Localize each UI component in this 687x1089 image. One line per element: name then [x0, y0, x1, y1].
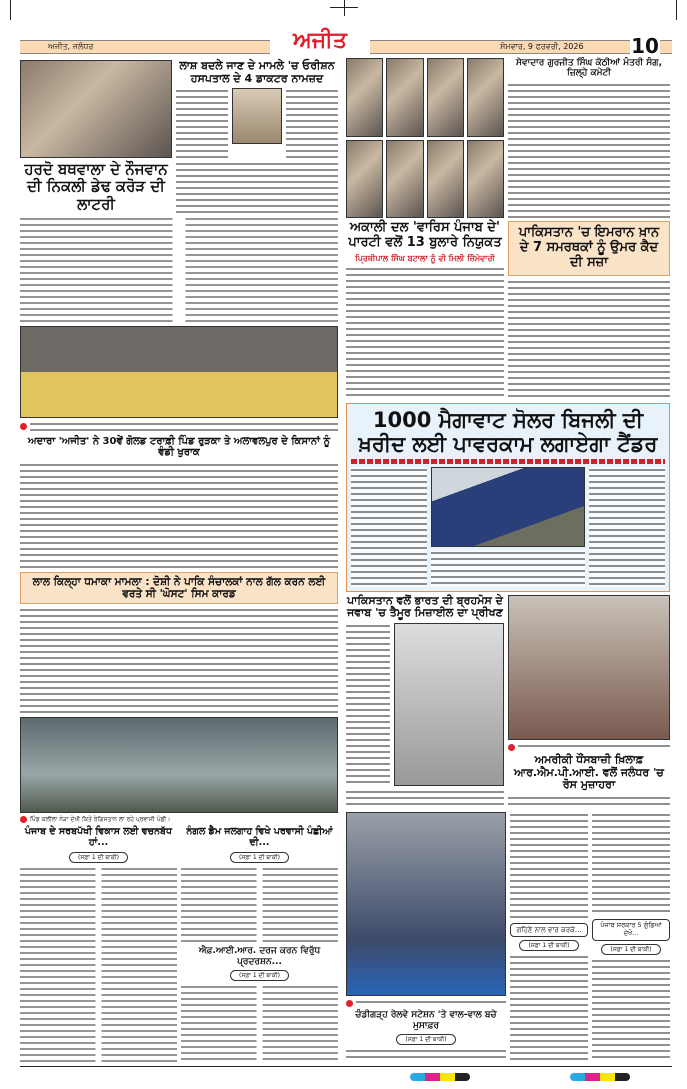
body-text [346, 266, 504, 399]
issue-date: ਸੋਮਵਾਰ, 9 ਫਰਵਰੀ, 2026 [500, 42, 584, 51]
body-text [592, 812, 670, 916]
body-text [181, 984, 338, 1062]
edition-label: ਅਜੀਤ, ਜਲੰਧਰ [48, 42, 94, 51]
body-text [20, 216, 338, 323]
body-text [508, 795, 670, 809]
right-column [346, 58, 670, 1062]
portrait-photo [467, 58, 504, 137]
headline-ajit-trophy: ਅਦਾਰਾ 'ਅਜੀਤ' ਨੇ 30ਵੇਂ ਗੋਲਡ ਟਰਾਫ਼ੀ ਪਿੰਡ ਰੁੜਕਾ ਤੇ ਅਲਾਵਲਪੁਰ ਦੇ ਕਿਸਾਨਾਂ ਨੂੰ ਵੰਡੀ ਖੁਰਾਕ [28, 435, 330, 459]
headline-hospital: ਲਾਸ਼ ਬਦਲੇ ਜਾਣ ਦੇ ਮਾਮਲੇ 'ਚ ਓਰੀਸ਼ਨ ਹਸਪਤਾਲ ਦੇ 4 ਡਾਕਟਰ ਨਾਮਜ਼ਦ [179, 59, 335, 85]
jump-label: (ਸਫ਼ਾ 1 ਦੀ ਬਾਕੀ) [69, 852, 128, 863]
photo-protest [508, 595, 670, 740]
jump-label: (ਸਫ਼ਾ 1 ਦੀ ਬਾਕੀ) [396, 1034, 455, 1045]
portrait-photo [346, 140, 383, 219]
body-text [176, 88, 228, 158]
crop-mark [676, 0, 677, 20]
body-text [20, 462, 338, 569]
body-text [508, 82, 670, 218]
portrait-photo [427, 58, 464, 137]
portrait-photo [386, 140, 423, 219]
headline-red-fort: ਲਾਲ ਕਿਲ੍ਹਾ ਧਮਾਕਾ ਮਾਮਲਾ : ਦੋਸ਼ੀ ਨੇ ਪਾਕਿ ਸੰਚਾਲਕਾਂ ਨਾਲ ਗੱਲ ਕਰਨ ਲਈ ਵਰਤੇ ਸੀ 'ਘੋਸਟ' ਸਿਮ ਕਾਰਡ [20, 572, 338, 604]
photo-caption [518, 743, 670, 751]
registration-mark [344, 0, 345, 16]
crop-mark [10, 0, 11, 20]
photo-railway [346, 812, 506, 996]
photo-farmers [20, 326, 338, 418]
headline-nangal: ਨੰਗਲ ਡੈਮ ਜਲਗਾਹ ਵਿਖੇ ਪਰਵਾਸੀ ਪੰਛੀਆਂ ਦੀ... [186, 825, 333, 848]
body-text [20, 607, 338, 714]
photo-caption [356, 999, 506, 1007]
jump-label: (ਸਫ਼ਾ 1 ਦੀ ਬਾਕੀ) [230, 852, 289, 863]
color-registration-strip [410, 1073, 470, 1081]
left-column [20, 60, 338, 1062]
headline-missile: ਪਾਕਿਸਤਾਨ ਵਲੋਂ ਭਾਰਤ ਦੀ ਬ੍ਰਹਮੋਸ ਦੇ ਜਵਾਬ 'ਚ ਤੈਮੂਰ ਮਿਜ਼ਾਈਲ ਦਾ ਪ੍ਰੀਖਣ [347, 593, 503, 620]
headline-solar: 1000 ਮੈਗਾਵਾਟ ਸੋਲਰ ਬਿਜਲੀ ਦੀ ਖ਼ਰੀਦ ਲਈ ਪਾਵਰਕਾਮ ਲਗਾਏਗਾ ਟੈਂਡਰ [358, 407, 658, 456]
photo-caption-birds: ਪਿੰਡ ਕਲੀਲਾ ਨੇੜਾ ਦੇਖੀ ਕਿਤੇ ਰੇਗਿਸਤਾਨ ਲਾ ਰਹੇ ਪ੍ਰਵਾਸੀ ਪੰਛੀ। [30, 815, 171, 823]
portrait-photo [346, 58, 383, 137]
body-text [346, 1048, 506, 1062]
solar-story-box [346, 403, 670, 592]
caption-bullet [20, 816, 27, 823]
photo-birds [20, 717, 338, 813]
headline-lottery: ਹਰਦੋ ਬਥਵਾਲਾ ਦੇ ਨੌਜਵਾਨ ਦੀ ਨਿਕਲੀ ਡੇਢ ਕਰੋੜ ਦੀ ਲਾਟਰੀ [24, 160, 168, 213]
photo-caption [30, 421, 338, 433]
color-registration-strip [570, 1073, 630, 1081]
portrait-photo [427, 140, 464, 219]
portrait-photo [386, 58, 423, 137]
body-text [346, 789, 504, 809]
headline-chandigarh: ਚੰਡੀਗੜ੍ਹ ਰੇਲਵੇ ਸਟੇਸ਼ਨ 'ਤੇ ਵਾਲ-ਵਾਲ ਬਚੇ ਮੁਸਾਫ਼ਰ [355, 1010, 497, 1031]
photo-portrait [232, 88, 282, 144]
headline-fir: ਐਫ਼.ਆਈ.ਆਰ. ਦਰਜ ਕਰਨ ਵਿਰੁੱਧ ਪ੍ਰਦਰਸ਼ਨ... [198, 946, 321, 967]
box-headline-2: ਪੰਜਾਬ ਸਰਕਾਰ 5 ਗੁੰਡਿਆਂ ਦੇਖੋ... [592, 919, 670, 941]
jump-label: (ਸਫ਼ਾ 1 ਦੀ ਬਾਕੀ) [230, 970, 289, 981]
body-text [431, 550, 585, 587]
headline-akali: ਅਕਾਲੀ ਦਲ 'ਵਾਰਿਸ ਪੰਜਾਬ ਦੇ' ਪਾਰਟੀ ਵਲੋਂ 13 ਬੁਲਾਰੇ ਨਿਯੁਕਤ [348, 220, 502, 250]
photo-missile [394, 623, 504, 786]
photo-solar-panels [431, 467, 585, 547]
caption-bullet [346, 1000, 353, 1007]
body-text [508, 279, 670, 400]
body-text [176, 161, 338, 213]
subhead-akali: ਪ੍ਰਿਥੀਪਾਲ ਸਿੰਘ ਬਟਾਲਾ ਨੂੰ ਵੀ ਮਿਲੀ ਜ਼ਿੰਮੇਵਾਰੀ [355, 253, 495, 263]
body-text [351, 467, 427, 587]
body-text [510, 812, 588, 920]
caption-bullet [20, 423, 27, 430]
body-text [592, 958, 670, 1062]
box-headline-1: ਗਹਿਣੇ ਨਾਲ ਵਾਰ ਕਰਕੇ... [510, 923, 588, 937]
portrait-photo [467, 140, 504, 219]
page-number: 10 [631, 34, 659, 58]
body-text [286, 88, 338, 158]
jump-label: (ਸਫ਼ਾ 1 ਦੀ ਬਾਕੀ) [519, 940, 578, 951]
photo-grid [346, 58, 504, 218]
body-text [346, 623, 390, 786]
body-text [510, 954, 588, 1062]
caption-bullet [508, 744, 515, 751]
body-text [589, 467, 665, 587]
jump-label: (ਸਫ਼ਾ 1 ਦੀ ਬਾਕੀ) [601, 944, 660, 955]
headline-rmpi: ਅਮਰੀਕੀ ਧੌਂਸਬਾਜ਼ੀ ਖ਼ਿਲਾਫ਼ ਆਰ.ਐਮ.ਪੀ.ਆਈ. ਵਲੋਂ ਜਲੰਧਰ 'ਚ ਰੋਸ ਮੁਜ਼ਾਹਰਾ [514, 753, 664, 792]
headline-punjab-dev: ਪੰਜਾਬ ਦੇ ਸਰਬਪੱਖੀ ਵਿਕਾਸ ਲਈ ਵਚਨਬੱਧ ਹਾਂ... [25, 825, 172, 848]
body-text [181, 866, 338, 944]
footer-rule [20, 1066, 672, 1067]
photo-group [20, 60, 172, 158]
body-text [20, 866, 177, 1062]
headline-imran: ਪਾਕਿਸਤਾਨ 'ਚ ਇਮਰਾਨ ਖ਼ਾਨ ਦੇ 7 ਸਮਰਥਕਾਂ ਨੂੰ ਉਮਰ ਕੈਦ ਦੀ ਸਜ਼ਾ [508, 221, 670, 276]
headline-gurdwara: ਸੇਵਾਦਾਰ ਗੁਰਜੀਤ ਸਿੰਘ ਕੋਠੀਆਂ ਮੰਤਰੀ ਸੰਗ, ਜ਼ਿਲ੍ਹੇ ਕਮੇਟੀ [516, 58, 662, 79]
red-subhead-rule [351, 459, 665, 464]
masthead-logo: ਅਜੀਤ [270, 28, 370, 56]
